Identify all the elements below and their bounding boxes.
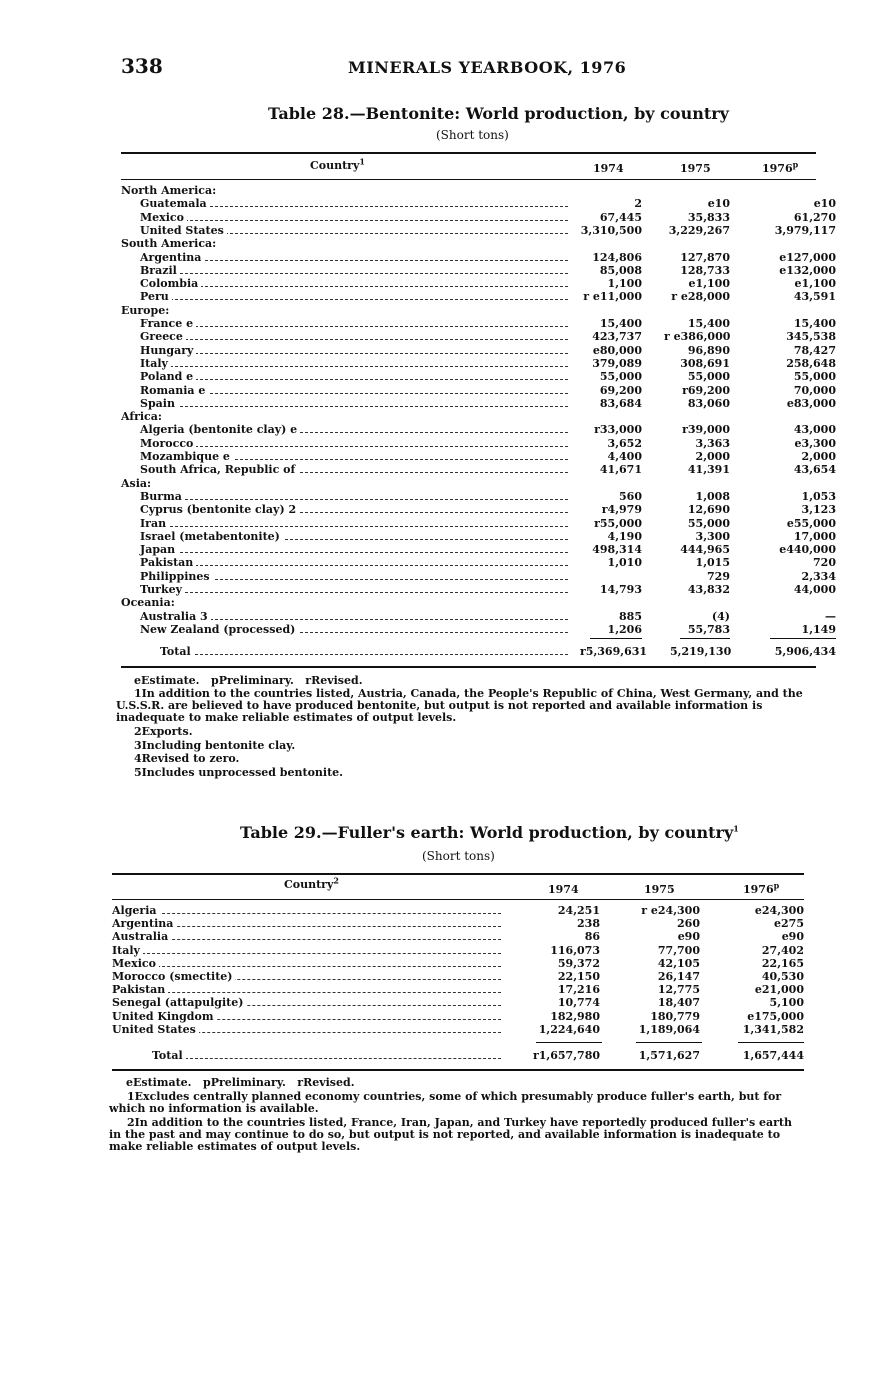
cell-1974: e80,000 xyxy=(592,343,642,357)
cell-1976: 27,402 xyxy=(761,943,804,957)
cell-1975: 1,189,064 xyxy=(638,1022,700,1036)
table-28-total-row xyxy=(0,645,874,658)
table-29-total-1974: r1,657,780 xyxy=(532,1049,600,1062)
cell-1976: 345,538 xyxy=(786,330,836,344)
cell-1976: e1,100 xyxy=(794,277,836,291)
cell-1976: e127,000 xyxy=(779,250,836,264)
table-29-col-1975: 1975 xyxy=(644,883,675,896)
running-title: MINERALS YEARBOOK, 1976 xyxy=(348,58,627,77)
cell-1974: 69,200 xyxy=(599,383,642,397)
cell-1975: 180,779 xyxy=(650,1009,700,1023)
table-row xyxy=(0,930,874,943)
row-label: Argentina xyxy=(112,917,176,930)
table-29-col-country: Country$^2$ xyxy=(284,875,339,891)
table-row xyxy=(0,450,874,463)
cell-1976: 70,000 xyxy=(793,383,836,397)
table-28-sum-rule-1974 xyxy=(590,638,642,639)
table-row xyxy=(0,957,874,970)
cell-1976: e24,300 xyxy=(754,904,804,917)
cell-1974: 67,445 xyxy=(599,210,642,224)
table-row xyxy=(0,904,874,917)
cell-1975: 1,008 xyxy=(695,489,730,503)
cell-1976: 40,530 xyxy=(761,970,804,983)
cell-1974: 3,310,500 xyxy=(580,223,642,237)
table-28-total-1974: r5,369,631 xyxy=(580,645,648,658)
cell-1975: (4) xyxy=(711,609,730,623)
table-29-footnote-legend: eEstimate. pPreliminary. rRevised. xyxy=(126,1076,355,1089)
cell-1976: 720 xyxy=(813,556,836,570)
cell-1974: 2 xyxy=(634,197,642,211)
cell-1976: 17,000 xyxy=(793,529,836,543)
table-group-heading xyxy=(0,410,874,423)
cell-1974: 238 xyxy=(577,917,600,931)
cell-1974: 560 xyxy=(619,489,642,503)
table-row xyxy=(0,917,874,930)
cell-1976: e21,000 xyxy=(754,983,804,997)
table-row xyxy=(0,610,874,623)
cell-1974: 83,684 xyxy=(599,396,642,410)
cell-1975: 41,391 xyxy=(687,463,730,477)
table-28-subtitle: (Short tons) xyxy=(436,128,509,142)
cell-1975: 96,890 xyxy=(687,343,730,357)
row-label: Japan xyxy=(140,543,178,556)
cell-1976: 78,427 xyxy=(793,343,836,357)
table-28-footnote-3: 3Including bentonite clay. xyxy=(134,739,296,752)
table-28-footnote-legend: eEstimate. pPreliminary. rRevised. xyxy=(134,674,363,687)
table-row xyxy=(0,623,874,636)
cell-1976: 55,000 xyxy=(793,370,836,384)
cell-1976: 3,979,117 xyxy=(774,223,836,237)
cell-1975: 12,775 xyxy=(657,983,700,997)
cell-1975: r39,000 xyxy=(682,423,730,437)
table-row xyxy=(0,570,874,583)
cell-1974: 24,251 xyxy=(557,904,600,917)
row-label: Burma xyxy=(140,490,185,503)
table-28-bottom-rule xyxy=(121,666,816,668)
group-label: Asia: xyxy=(121,477,154,490)
cell-1974: 55,000 xyxy=(599,370,642,384)
cell-1976: 43,591 xyxy=(793,290,836,304)
cell-1976: 258,648 xyxy=(786,356,836,370)
cell-1975: r e386,000 xyxy=(664,330,731,344)
table-row xyxy=(0,944,874,957)
row-label: Mexico xyxy=(112,957,159,970)
group-label: Europe: xyxy=(121,304,172,317)
cell-1974: 22,150 xyxy=(557,970,600,983)
cell-1974: 423,737 xyxy=(592,330,642,344)
cell-1975: 128,733 xyxy=(680,263,730,277)
table-row xyxy=(0,330,874,343)
row-label: Argentina xyxy=(140,251,204,264)
table-29-footnote-2: 2In addition to the countries listed, France, Iran, Japan, and Turkey have reportedly produced fuller's earth in the past and may continue to do so, but output is not reported, and available information is inadequate to make reliable estimates of output levels. xyxy=(109,1116,792,1153)
cell-1976: 2,000 xyxy=(801,450,836,463)
row-label: United States xyxy=(140,224,227,237)
cell-1975: 15,400 xyxy=(687,317,730,330)
table-row xyxy=(0,583,874,596)
cell-1975: 55,000 xyxy=(687,370,730,384)
table-row xyxy=(0,556,874,569)
row-label: Iran xyxy=(140,517,169,530)
row-label: United Kingdom xyxy=(112,1010,216,1023)
cell-1976: 44,000 xyxy=(793,583,836,596)
cell-1975: 42,105 xyxy=(657,956,700,970)
table-28-total-1976: 5,906,434 xyxy=(774,645,836,658)
row-label: Guatemala xyxy=(140,197,210,210)
row-label: Algeria xyxy=(112,904,160,917)
table-group-heading xyxy=(0,477,874,490)
table-row xyxy=(0,384,874,397)
cell-1976: e132,000 xyxy=(779,263,836,277)
cell-1976: 22,165 xyxy=(761,956,804,970)
row-label: Pakistan xyxy=(112,983,168,996)
group-label: South America: xyxy=(121,237,219,250)
table-row xyxy=(0,277,874,290)
table-row xyxy=(0,503,874,516)
table-28-top-rule xyxy=(121,152,816,154)
cell-1974: 885 xyxy=(619,609,642,623)
row-label: Italy xyxy=(112,944,143,957)
row-label: Morocco xyxy=(140,437,196,450)
cell-1974: r4,979 xyxy=(601,503,642,517)
table-28-col-1975: 1975 xyxy=(680,162,711,175)
cell-1975: 3,363 xyxy=(695,436,730,450)
table-group-heading xyxy=(0,184,874,197)
cell-1976: e90 xyxy=(781,930,804,944)
table-row xyxy=(0,290,874,303)
group-label: Oceania: xyxy=(121,596,178,609)
page-number: 338 xyxy=(121,54,163,78)
cell-1976: e10 xyxy=(813,197,836,211)
table-group-heading xyxy=(0,304,874,317)
row-label: Turkey xyxy=(140,583,185,596)
cell-1974: 86 xyxy=(584,930,600,944)
cell-1976: 3,123 xyxy=(801,503,836,517)
table-28-header-rule xyxy=(121,179,816,180)
cell-1976: — xyxy=(825,609,836,623)
table-row xyxy=(0,370,874,383)
cell-1974: 124,806 xyxy=(592,250,642,264)
table-28-total-1975: 5,219,130 xyxy=(670,645,732,658)
cell-1976: 1,053 xyxy=(801,489,836,503)
table-29-total-row xyxy=(0,1049,874,1062)
cell-1976: e83,000 xyxy=(786,396,836,410)
row-label: Philippines xyxy=(140,570,213,583)
cell-1974: r33,000 xyxy=(594,423,642,437)
cell-1974: 59,372 xyxy=(557,956,600,970)
cell-1974: 4,400 xyxy=(607,450,642,463)
table-row xyxy=(0,983,874,996)
row-label: Australia 3 xyxy=(140,610,211,623)
row-label: Senegal (attapulgite) xyxy=(112,996,246,1009)
table-29-sum-rule-1976 xyxy=(738,1042,804,1043)
table-row xyxy=(0,463,874,476)
cell-1975: 26,147 xyxy=(657,970,700,983)
table-row xyxy=(0,1010,874,1023)
cell-1976: 15,400 xyxy=(793,317,836,330)
table-28-title: Table 28.—Bentonite: World production, by country xyxy=(268,104,729,123)
table-28-footnote-4: 4Revised to zero. xyxy=(134,752,240,765)
table-row xyxy=(0,344,874,357)
cell-1976: e440,000 xyxy=(779,543,836,557)
row-label: Pakistan xyxy=(140,556,196,569)
cell-1975: 83,060 xyxy=(687,396,730,410)
table-row xyxy=(0,264,874,277)
cell-1975: 127,870 xyxy=(680,250,730,264)
group-label: Africa: xyxy=(121,410,165,423)
table-29-total-1975: 1,571,627 xyxy=(638,1049,700,1062)
row-label: Colombia xyxy=(140,277,201,290)
table-28-footnote-2: 2Exports. xyxy=(134,725,193,738)
cell-1974: r55,000 xyxy=(594,516,642,530)
cell-1975: 18,407 xyxy=(657,996,700,1010)
cell-1976: e175,000 xyxy=(747,1009,804,1023)
table-row xyxy=(0,490,874,503)
cell-1974: 3,652 xyxy=(607,436,642,450)
table-28-col-1976: 1976$^p$ xyxy=(762,159,799,175)
row-label: Hungary xyxy=(140,344,196,357)
table-28-footnote-1: 1In addition to the countries listed, Austria, Canada, the People's Republic of China, West Germany, and the U.S.S.R. are believed to have produced bentonite, but output is not reported and available information is inadequate to make reliable estimates of output levels. xyxy=(116,687,803,724)
cell-1974: 498,314 xyxy=(592,543,642,557)
table-28-col-1974: 1974 xyxy=(593,162,624,175)
table-row xyxy=(0,996,874,1009)
cell-1975: r69,200 xyxy=(682,383,730,397)
table-28-footnote-5: 5Includes unprocessed bentonite. xyxy=(134,766,343,779)
table-29-sum-rule-1974 xyxy=(536,1042,602,1043)
table-29-col-1974: 1974 xyxy=(548,883,579,896)
row-label: Cyprus (bentonite clay) 2 xyxy=(140,503,299,516)
table-row xyxy=(0,543,874,556)
cell-1975: 35,833 xyxy=(687,210,730,224)
table-row xyxy=(0,423,874,436)
cell-1975: 43,832 xyxy=(687,583,730,596)
row-label: Israel (metabentonite) xyxy=(140,530,283,543)
row-label: United States xyxy=(112,1023,199,1036)
row-label: Romania e xyxy=(140,384,208,397)
cell-1975: 260 xyxy=(677,917,700,931)
cell-1976: 43,000 xyxy=(793,423,836,437)
cell-1976: e3,300 xyxy=(794,436,836,450)
table-28-col-country: Country$^1$ xyxy=(310,156,365,172)
cell-1975: 3,300 xyxy=(695,529,730,543)
row-label: South Africa, Republic of xyxy=(140,463,298,476)
row-label: Italy xyxy=(140,357,171,370)
table-29-subtitle: (Short tons) xyxy=(422,849,495,863)
cell-1974: 41,671 xyxy=(599,463,642,477)
cell-1974: 15,400 xyxy=(599,317,642,330)
cell-1974: 17,216 xyxy=(557,983,600,997)
table-row xyxy=(0,211,874,224)
table-28-total-label: Total xyxy=(160,645,194,658)
cell-1975: 12,690 xyxy=(687,503,730,517)
row-label: Morocco (smectite) xyxy=(112,970,235,983)
table-row xyxy=(0,970,874,983)
cell-1974: r e11,000 xyxy=(583,290,642,304)
cell-1975: 77,700 xyxy=(657,943,700,957)
cell-1975: 55,783 xyxy=(687,622,730,636)
cell-1974: 14,793 xyxy=(599,583,642,596)
cell-1976: e275 xyxy=(774,917,804,931)
row-label: Peru xyxy=(140,290,172,303)
cell-1974: 1,206 xyxy=(607,622,642,636)
table-row xyxy=(0,357,874,370)
cell-1976: e55,000 xyxy=(786,516,836,530)
table-row xyxy=(0,317,874,330)
group-label: North America: xyxy=(121,184,219,197)
row-label: Poland e xyxy=(140,370,196,383)
cell-1974: 379,089 xyxy=(592,356,642,370)
table-29-header-rule xyxy=(112,899,804,900)
table-row xyxy=(0,224,874,237)
table-row xyxy=(0,197,874,210)
row-label: Australia xyxy=(112,930,171,943)
cell-1974: 1,224,640 xyxy=(538,1022,600,1036)
cell-1976: 61,270 xyxy=(793,210,836,224)
table-29-total-label: Total xyxy=(152,1049,186,1062)
table-row xyxy=(0,397,874,410)
cell-1975: e10 xyxy=(707,197,730,211)
table-29-bottom-rule xyxy=(112,1069,804,1071)
table-28-sum-rule-1975 xyxy=(680,638,730,639)
cell-1976: 5,100 xyxy=(769,996,804,1010)
row-label: Spain xyxy=(140,397,178,410)
cell-1975: 3,229,267 xyxy=(668,223,730,237)
cell-1975: e90 xyxy=(677,930,700,944)
cell-1974: 116,073 xyxy=(550,943,600,957)
row-label: Algeria (bentonite clay) e xyxy=(140,423,300,436)
table-group-heading xyxy=(0,596,874,609)
cell-1975: r e24,300 xyxy=(641,904,700,917)
table-28-sum-rule-1976 xyxy=(770,638,836,639)
row-label: Greece xyxy=(140,330,186,343)
cell-1975: 2,000 xyxy=(695,450,730,463)
cell-1975: e1,100 xyxy=(688,277,730,291)
table-29-total-1976: 1,657,444 xyxy=(742,1049,804,1062)
table-29-sum-rule-1975 xyxy=(636,1042,702,1043)
row-label: New Zealand (processed) xyxy=(140,623,298,636)
table-row xyxy=(0,251,874,264)
cell-1976: 1,149 xyxy=(801,622,836,636)
cell-1974: 182,980 xyxy=(550,1009,600,1023)
table-row xyxy=(0,530,874,543)
table-row xyxy=(0,437,874,450)
table-29-top-rule xyxy=(112,873,804,875)
table-29-col-1976: 1976$^p$ xyxy=(743,880,780,896)
cell-1975: r e28,000 xyxy=(671,290,730,304)
cell-1974: 4,190 xyxy=(607,529,642,543)
table-row xyxy=(0,517,874,530)
cell-1974: 85,008 xyxy=(599,263,642,277)
cell-1975: 1,015 xyxy=(695,556,730,570)
row-label: France e xyxy=(140,317,196,330)
table-29-title: Table 29.—Fuller's earth: World production, by country$^1$ xyxy=(240,823,739,842)
cell-1974: 10,774 xyxy=(557,996,600,1010)
table-29-footnote-1: 1Excludes centrally planned economy countries, some of which presumably produce fuller's earth, but for which no information is available. xyxy=(109,1090,782,1115)
cell-1976: 1,341,582 xyxy=(742,1022,804,1036)
cell-1976: 43,654 xyxy=(793,463,836,477)
table-group-heading xyxy=(0,237,874,250)
cell-1974: 1,100 xyxy=(607,277,642,291)
table-row xyxy=(0,1023,874,1036)
cell-1975: 444,965 xyxy=(680,543,730,557)
row-label: Mozambique e xyxy=(140,450,233,463)
cell-1976: 2,334 xyxy=(801,569,836,583)
row-label: Mexico xyxy=(140,211,187,224)
cell-1975: 308,691 xyxy=(680,356,730,370)
cell-1975: 729 xyxy=(707,569,730,583)
row-label: Brazil xyxy=(140,264,180,277)
cell-1975: 55,000 xyxy=(687,516,730,530)
cell-1974: 1,010 xyxy=(607,556,642,570)
